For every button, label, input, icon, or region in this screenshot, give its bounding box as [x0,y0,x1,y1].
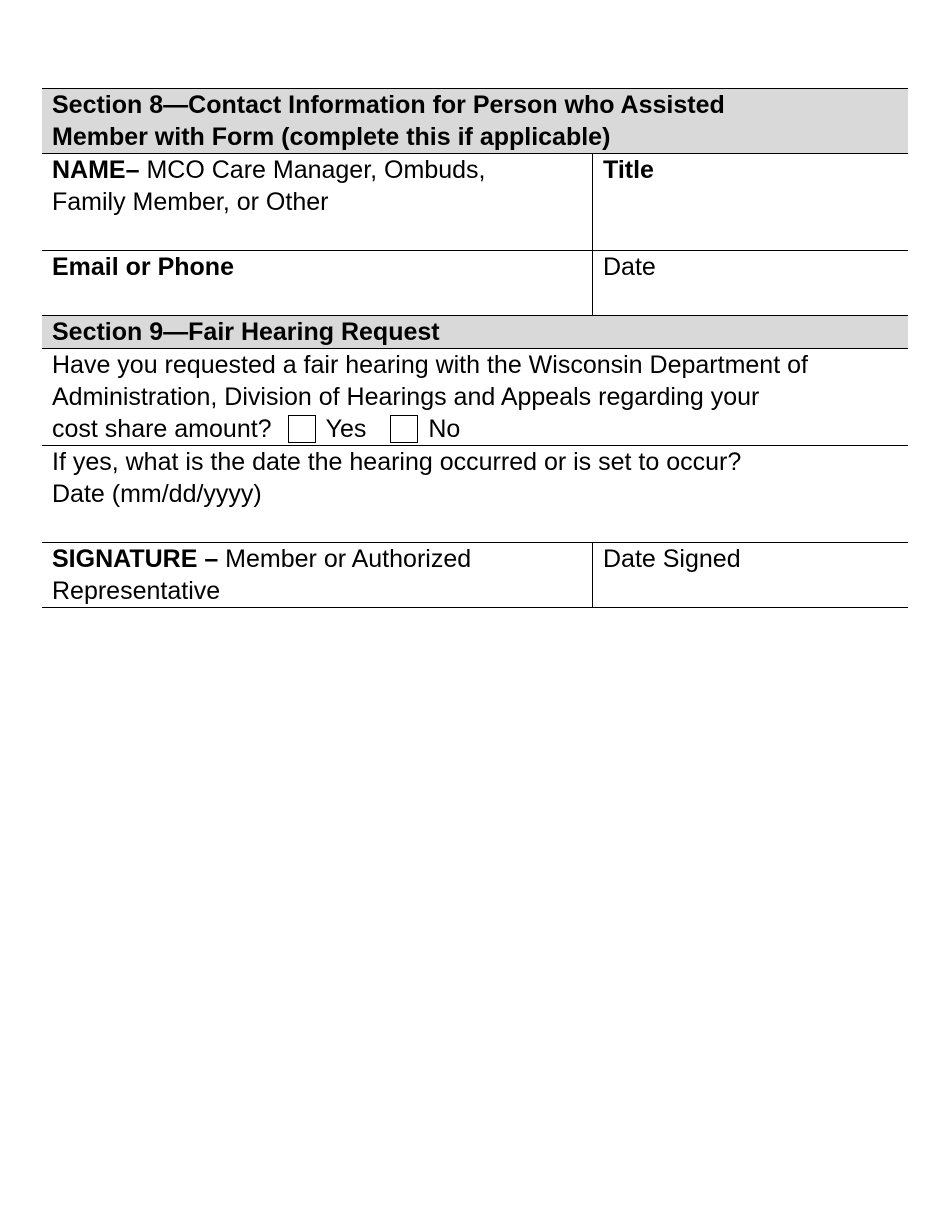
name-field[interactable] [42,154,593,250]
email-phone-label: Email or Phone [52,253,234,281]
section-8-header-row [42,88,908,153]
section-9-header: Section 9—Fair Hearing Request [42,316,908,348]
section-8-header-line1: Section 8—Contact Information for Person who Assisted [52,91,725,119]
date-label: Date [603,253,656,281]
signature-label-text: Member or Authorized [218,545,472,573]
name-label-line2: Family Member, or Other [52,188,329,216]
signature-row [42,542,908,608]
date-field[interactable] [593,251,908,315]
question-line2: Administration, Division of Hearings and Appeals regarding your [52,383,760,411]
hearing-date-row [42,445,908,542]
yes-checkbox[interactable] [288,415,316,443]
question-line1: Have you requested a fair hearing with the Wisconsin Department of [52,351,808,379]
name-title-row [42,153,908,250]
if-yes-line2: Date (mm/dd/yyyy) [52,480,262,508]
email-date-row [42,250,908,315]
signature-label-line2: Representative [52,577,221,605]
no-label: No [428,415,461,443]
section-8-header [42,89,908,153]
yes-label: Yes [325,415,367,443]
date-signed-field[interactable] [593,543,908,607]
hearing-date-field[interactable] [42,446,908,542]
date-signed-label: Date Signed [603,545,741,573]
fair-hearing-question [42,349,908,445]
signature-label-bold: SIGNATURE – [52,545,219,573]
no-checkbox[interactable] [390,415,418,443]
signature-field[interactable] [42,543,593,607]
if-yes-line1: If yes, what is the date the hearing occurred or is set to occur? [52,448,742,476]
section-8-header-line2: Member with Form (complete this if applicable) [52,123,611,151]
title-label: Title [603,156,654,184]
form-table [42,88,908,608]
email-phone-field[interactable] [42,251,593,315]
title-field[interactable] [593,154,908,250]
question-line3: cost share amount? [52,415,272,443]
name-label-text: MCO Care Manager, Ombuds, [139,156,486,184]
name-label-bold: NAME– [52,156,140,184]
section-9-header-row [42,315,908,348]
fair-hearing-question-row [42,348,908,445]
